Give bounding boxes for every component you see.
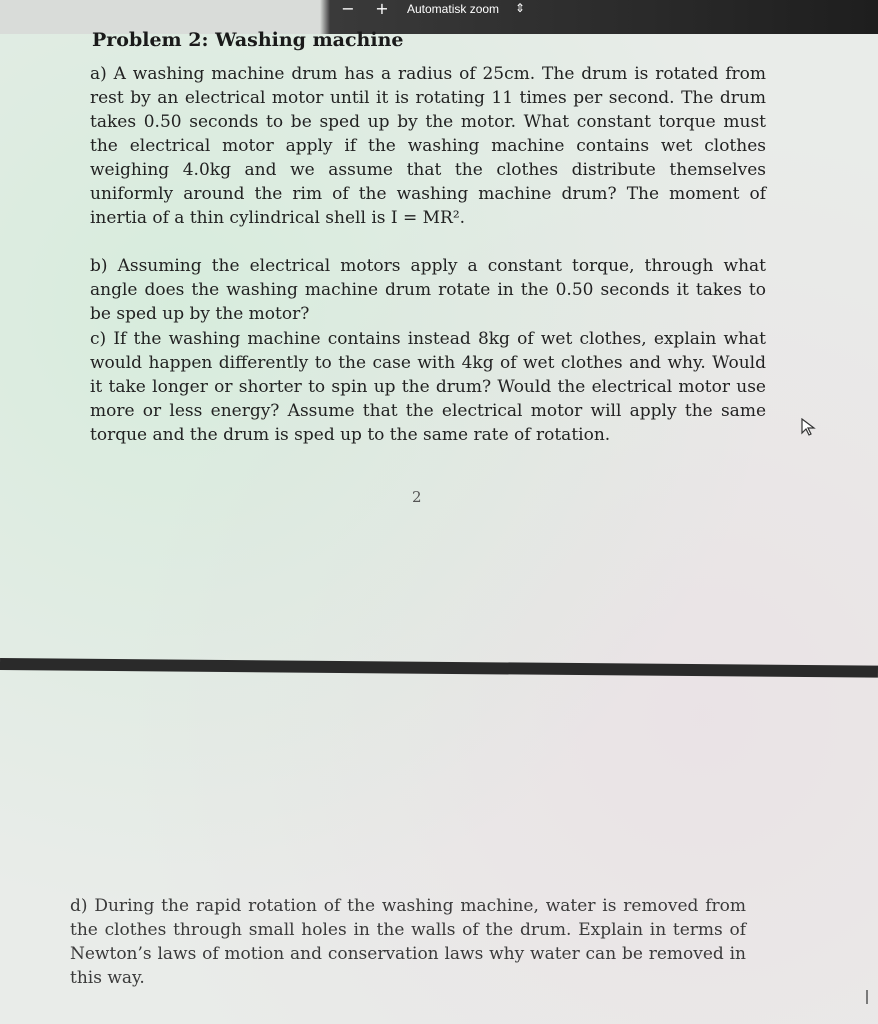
document-page-3 bbox=[0, 676, 878, 1024]
part-a-text: a) A washing machine drum has a radius of 25cm. The drum is rotated from rest by an electrical motor until it is rotating 11 times per second. The drum takes 0.50 seconds to be sped up by the motor. What constant torque must the electrical motor apply if the washing machine contains wet clothes weighing 4.0kg and we assume that the clothes distribute themselves uniformly around the rim of the washing machine drum? The moment of inertia of a thin cylindrical shell is I = MR². bbox=[90, 64, 766, 228]
text-caret bbox=[866, 990, 868, 1004]
zoom-in-button[interactable]: + bbox=[375, 0, 389, 18]
part-b-text: b) Assuming the electrical motors apply a constant torque, through what angle does the washing machine drum rotate in the 0.50 seconds it takes to be sped up by the motor? bbox=[90, 256, 766, 324]
zoom-select[interactable] bbox=[404, 2, 534, 18]
part-c-text: c) If the washing machine contains instead 8kg of wet clothes, explain what would happen differently to the case with 4kg of wet clothes and why. Would it take longer or shorter to spin up the drum? Would the electrical motor use more or less energy? Assume that the electrical motor will apply the same torque and the drum is sped up to the same rate of rotation. bbox=[90, 329, 766, 445]
problem-title: Problem 2: Washing machine bbox=[92, 29, 404, 51]
page-number: 2 bbox=[412, 488, 422, 506]
part-d-text: d) During the rapid rotation of the washing machine, water is removed from the clothes through small holes in the walls of the drum. Explain in terms of Newton’s laws of motion and conservation laws why water can be removed in this way. bbox=[70, 896, 746, 988]
document-page-2 bbox=[0, 22, 878, 658]
select-arrows-icon: ⇕ bbox=[515, 1, 526, 15]
page-separator bbox=[0, 658, 878, 678]
zoom-select-value: Automatisk zoom bbox=[407, 2, 500, 16]
zoom-out-button[interactable]: − bbox=[341, 0, 355, 18]
mouse-pointer-icon bbox=[800, 418, 818, 436]
